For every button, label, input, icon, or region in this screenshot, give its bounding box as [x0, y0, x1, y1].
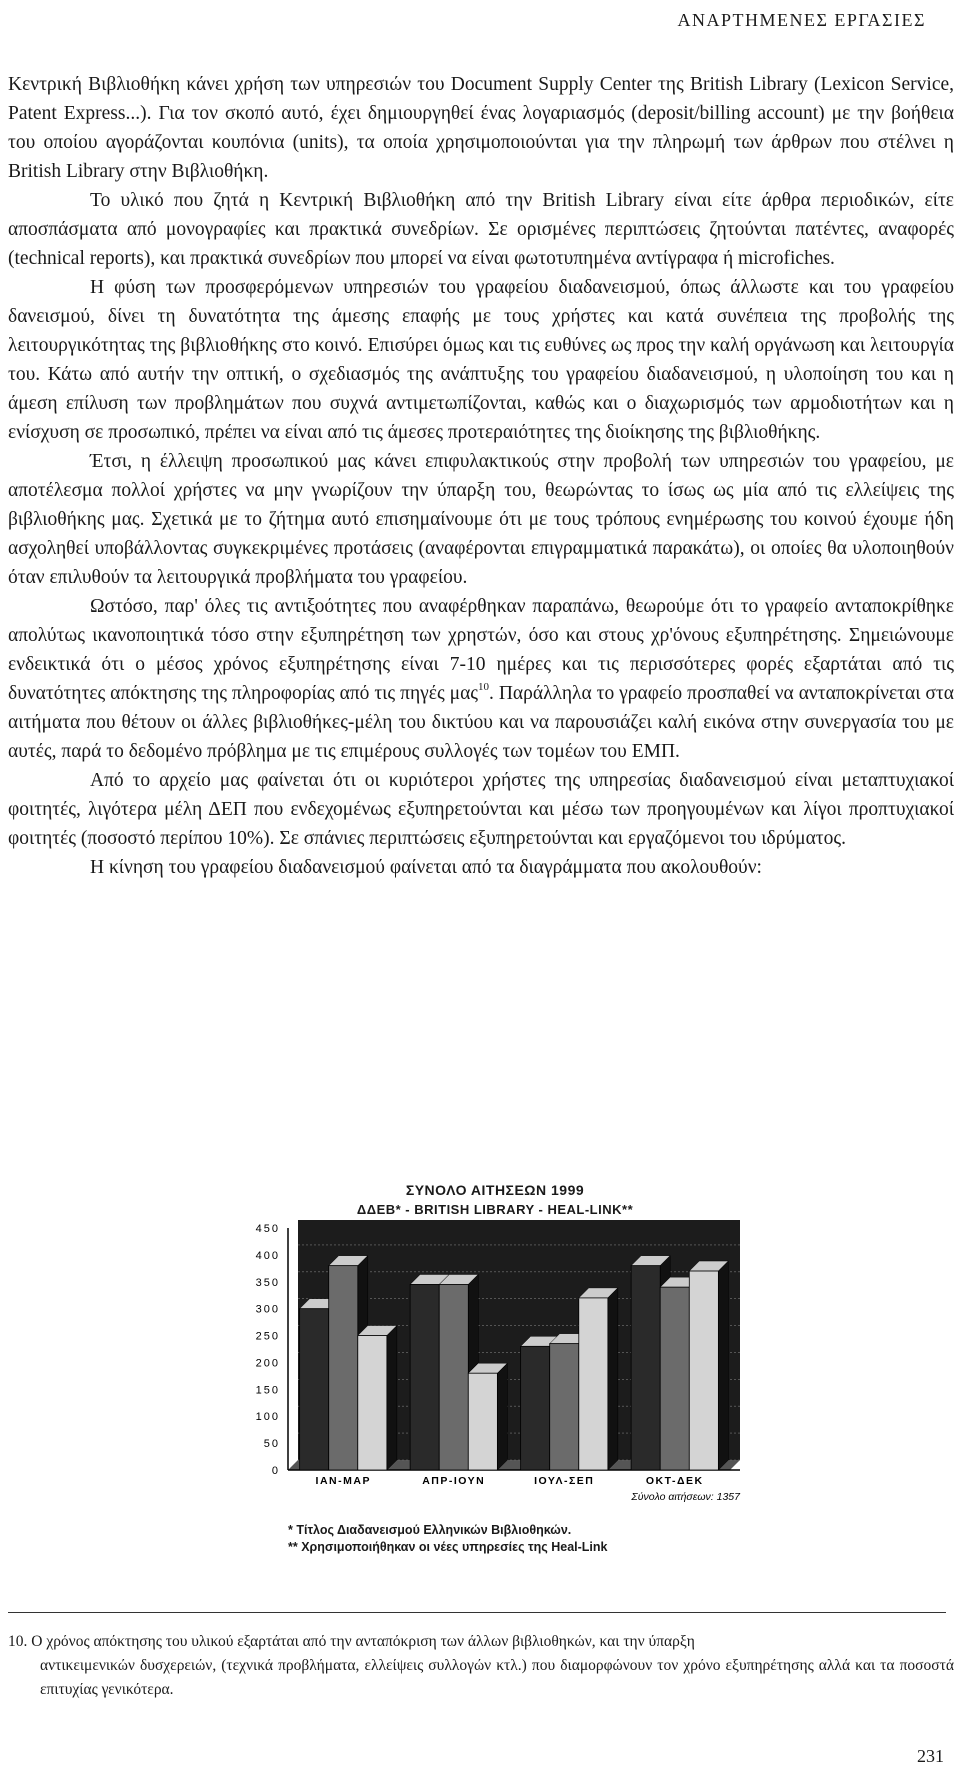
y-tick-label: 150	[255, 1384, 280, 1397]
paragraph-7: Η κίνηση του γραφείου διαδανεισμού φαίνεται από τα διαγράμματα που ακολουθούν:	[90, 857, 762, 878]
y-tick-label: 300	[255, 1303, 280, 1316]
chart-notes	[288, 1522, 608, 1556]
footnote-divider	[8, 1612, 946, 1613]
bar	[468, 1373, 497, 1470]
chart-note-2: ** Χρησιμοποιήθηκαν οι νέες υπηρεσίες της Heal-Link	[288, 1540, 608, 1554]
bar-side	[387, 1326, 397, 1470]
x-tick-label: ΟΚΤ-ΔΕΚ	[645, 1475, 704, 1487]
bar	[521, 1346, 550, 1470]
footnote-number: 10.	[8, 1633, 28, 1650]
bar	[358, 1336, 387, 1470]
body-text	[8, 70, 954, 882]
bar	[550, 1344, 579, 1470]
paragraph-1: Κεντρική Βιβλιοθήκη κάνει χρήση των υπηρεσιών του Document Supply Center της British Library (Lexicon Service, Patent Express...). Για τον σκοπό αυτό, έχει δημιουργηθεί ένας λογαριασμός (deposit/billing account) με την βοήθεια του οποίου αγοράζονται κουπόνια (units), τα οποία χρησιμοποιούνται για την πληρωμή των άρθρων που στέλνει η British Library στην Βιβλιοθήκη.	[8, 74, 954, 182]
x-tick-label: ΑΠΡ-ΙΟΥΝ	[422, 1475, 486, 1487]
y-tick-label: 50	[263, 1438, 280, 1451]
bar	[579, 1298, 608, 1470]
figure-chart	[240, 1180, 750, 1568]
footnote-line-1	[8, 1630, 954, 1654]
paragraph-2: Το υλικό που ζητά η Κεντρική Βιβλιοθήκη από την British Library είναι είτε άρθρα περιοδικών, είτε αποσπάσματα από μονογραφίες και πρακτικά συνεδρίων. Σε ορισμένες περιπτώσεις ζητούνται πατέντες, αναφορές (technical reports), και πρακτικά συνεδρίων που μπορεί να είναι φωτοτυπημένα αντίγραφα ή microfiches.	[8, 190, 954, 269]
bar-chart	[240, 1220, 750, 1520]
y-tick-label: 100	[255, 1411, 280, 1424]
footnote-text-2: αντικειμενικών δυσχερειών, (τεχνικά προβλήματα, ελλείψεις συλλογών κτλ.) που διαμορφώνουν τον χρόνο εξυπηρέτησης αλλά και τα ποσοστά επιτυχίας γενικότερα.	[40, 1657, 954, 1698]
paragraph-3: Η φύση των προσφερόμενων υπηρεσιών του γραφείου διαδανεισμού, όπως άλλωστε και του γραφείου δανεισμού, δίνει τη δυνατότητα της άμεσης επαφής με τους χρήστες και κατά συνέπεια της προβολής της λειτουργικότητας της βιβλιοθήκης στο κοινό. Επισύρει όμως και τις ευθύνες ως προς την καλή οργάνωση και λειτουργία του. Κάτω από αυτήν την οπτική, ο σχεδιασμός της ανάπτυξης του γραφείου διαδανεισμού, η υλοποίηση του και η άμεση επίλυση των προβλημάτων που συχνά αντιμετωπίζονται, καθώς και ο διαχωρισμός των αρμοδιοτήτων και η ενίσχυση σε προσωπικό, πρέπει να είναι από τις άμεσες προτεραιότητες της διοίκησης της βιβλιοθήκης.	[8, 277, 954, 443]
bar-side	[718, 1261, 728, 1470]
running-header: ΑΝΑΡΤΗΜΕΝΕΣ ΕΡΓΑΣΙΕΣ	[677, 10, 926, 30]
bar	[631, 1266, 660, 1470]
bar	[660, 1287, 689, 1470]
chart-note-1: * Τίτλος Διαδανεισμού Ελληνικών Βιβλιοθηκών.	[288, 1523, 572, 1537]
bar-side	[497, 1363, 507, 1470]
paragraph-5	[8, 592, 954, 766]
y-tick-label: 250	[255, 1330, 280, 1343]
chart-title: ΣΥΝΟΛΟ ΑΙΤΗΣΕΩΝ 1999	[405, 1182, 585, 1198]
footnote	[8, 1630, 954, 1702]
paragraph-6: Από το αρχείο μας φαίνεται ότι οι κυριότεροι χρήστες της υπηρεσίας διαδανεισμού είναι μεταπτυχιακοί φοιτητές, λιγότερα μέλη ΔΕΠ που ενδεχομένως εξυπηρετούνται και μέσω των προηγουμένων και λίγοι προπτυχιακοί φοιτητές (ποσοστό περίπου 10%). Σε σπάνιες περιπτώσεις εξυπηρετούνται και εργαζόμενοι του ιδρύματος.	[8, 770, 954, 849]
paragraph-5-text-b: . Παράλληλα το γραφείο προσπαθεί να ανταποκρίνεται στα αιτήματα που θέτουν οι άλλες βιβλιοθήκες-μέλη του δικτύου και να παρουσιάζει καλή εικόνα στην συνεργασία του με αυτές, παρά το δεδομένο πρόβλημα με τις επιμέρους συλλογές των τομέων του ΕΜΠ.	[8, 683, 954, 762]
x-tick-label: ΙΟΥΛ-ΣΕΠ	[534, 1475, 595, 1487]
chart-subtitle: ΔΔΕΒ* - BRITISH LIBRARY - HEAL-LINK**	[356, 1202, 634, 1217]
footnote-text-1: Ο χρόνος απόκτησης του υλικού εξαρτάται από την ανταπόκριση των άλλων βιβλιοθηκών, και την ύπαρξη	[31, 1633, 695, 1650]
y-tick-label: 0	[271, 1465, 280, 1477]
y-tick-label: 350	[255, 1276, 280, 1289]
bar-side	[608, 1288, 618, 1470]
y-tick-label: 200	[255, 1357, 280, 1370]
bar	[329, 1266, 358, 1470]
bar	[689, 1271, 718, 1470]
chart-total-label: Σύνολο αιτήσεων: 1357	[631, 1491, 740, 1503]
bar	[410, 1284, 439, 1470]
bar	[439, 1284, 468, 1470]
x-tick-label: ΙΑΝ-ΜΑΡ	[315, 1475, 371, 1487]
paragraph-5-text-a: Ωστόσο, παρ' όλες τις αντιξοότητες που αναφέρθηκαν παραπάνω, θεωρούμε ότι το γραφείο ανταποκρίθηκε απολύτως ικανοποιητικά τόσο στην εξυπηρέτηση των χρηστών, όσο και στους χρ'όνους εξυπηρέτησης. Σημειώνουμε ενδεικτικά ότι ο μέσος χρόνος εξυπηρέτησης είναι 7-10 ημέρες και τις περισσότερες φορές εξαρτάται από τις δυνατότητες απόκτησης της πληροφορίας από τις πηγές μας	[8, 596, 954, 704]
paragraph-4: Έτσι, η έλλειψη προσωπικού μας κάνει επιφυλακτικούς στην προβολή των υπηρεσιών του γραφείου, με αποτέλεσμα πολλοί χρήστες να μην γνωρίζουν την ύπαρξη του, θεωρώντας το ίσως ως μία από τις ελλείψεις της βιβλιοθήκης μας. Σχετικά με το ζήτημα αυτό επισημαίνουμε ότι με τους τρόπους ενημέρωσης του κοινού έχουμε ήδη ασχοληθεί υποβάλλοντας συγκεκριμένες προτάσεις (αναφέρονται επιγραμματικά παρακάτω), οι οποίες θα υλοποιηθούν όταν επιλυθούν τα λειτουργικά προβλήματα του γραφείου.	[8, 451, 954, 588]
page-number: 231	[917, 1746, 944, 1766]
y-tick-label: 450	[255, 1223, 280, 1235]
bar	[300, 1309, 329, 1470]
y-tick-label: 400	[255, 1249, 280, 1262]
footnote-reference[interactable]: 10	[478, 681, 490, 693]
